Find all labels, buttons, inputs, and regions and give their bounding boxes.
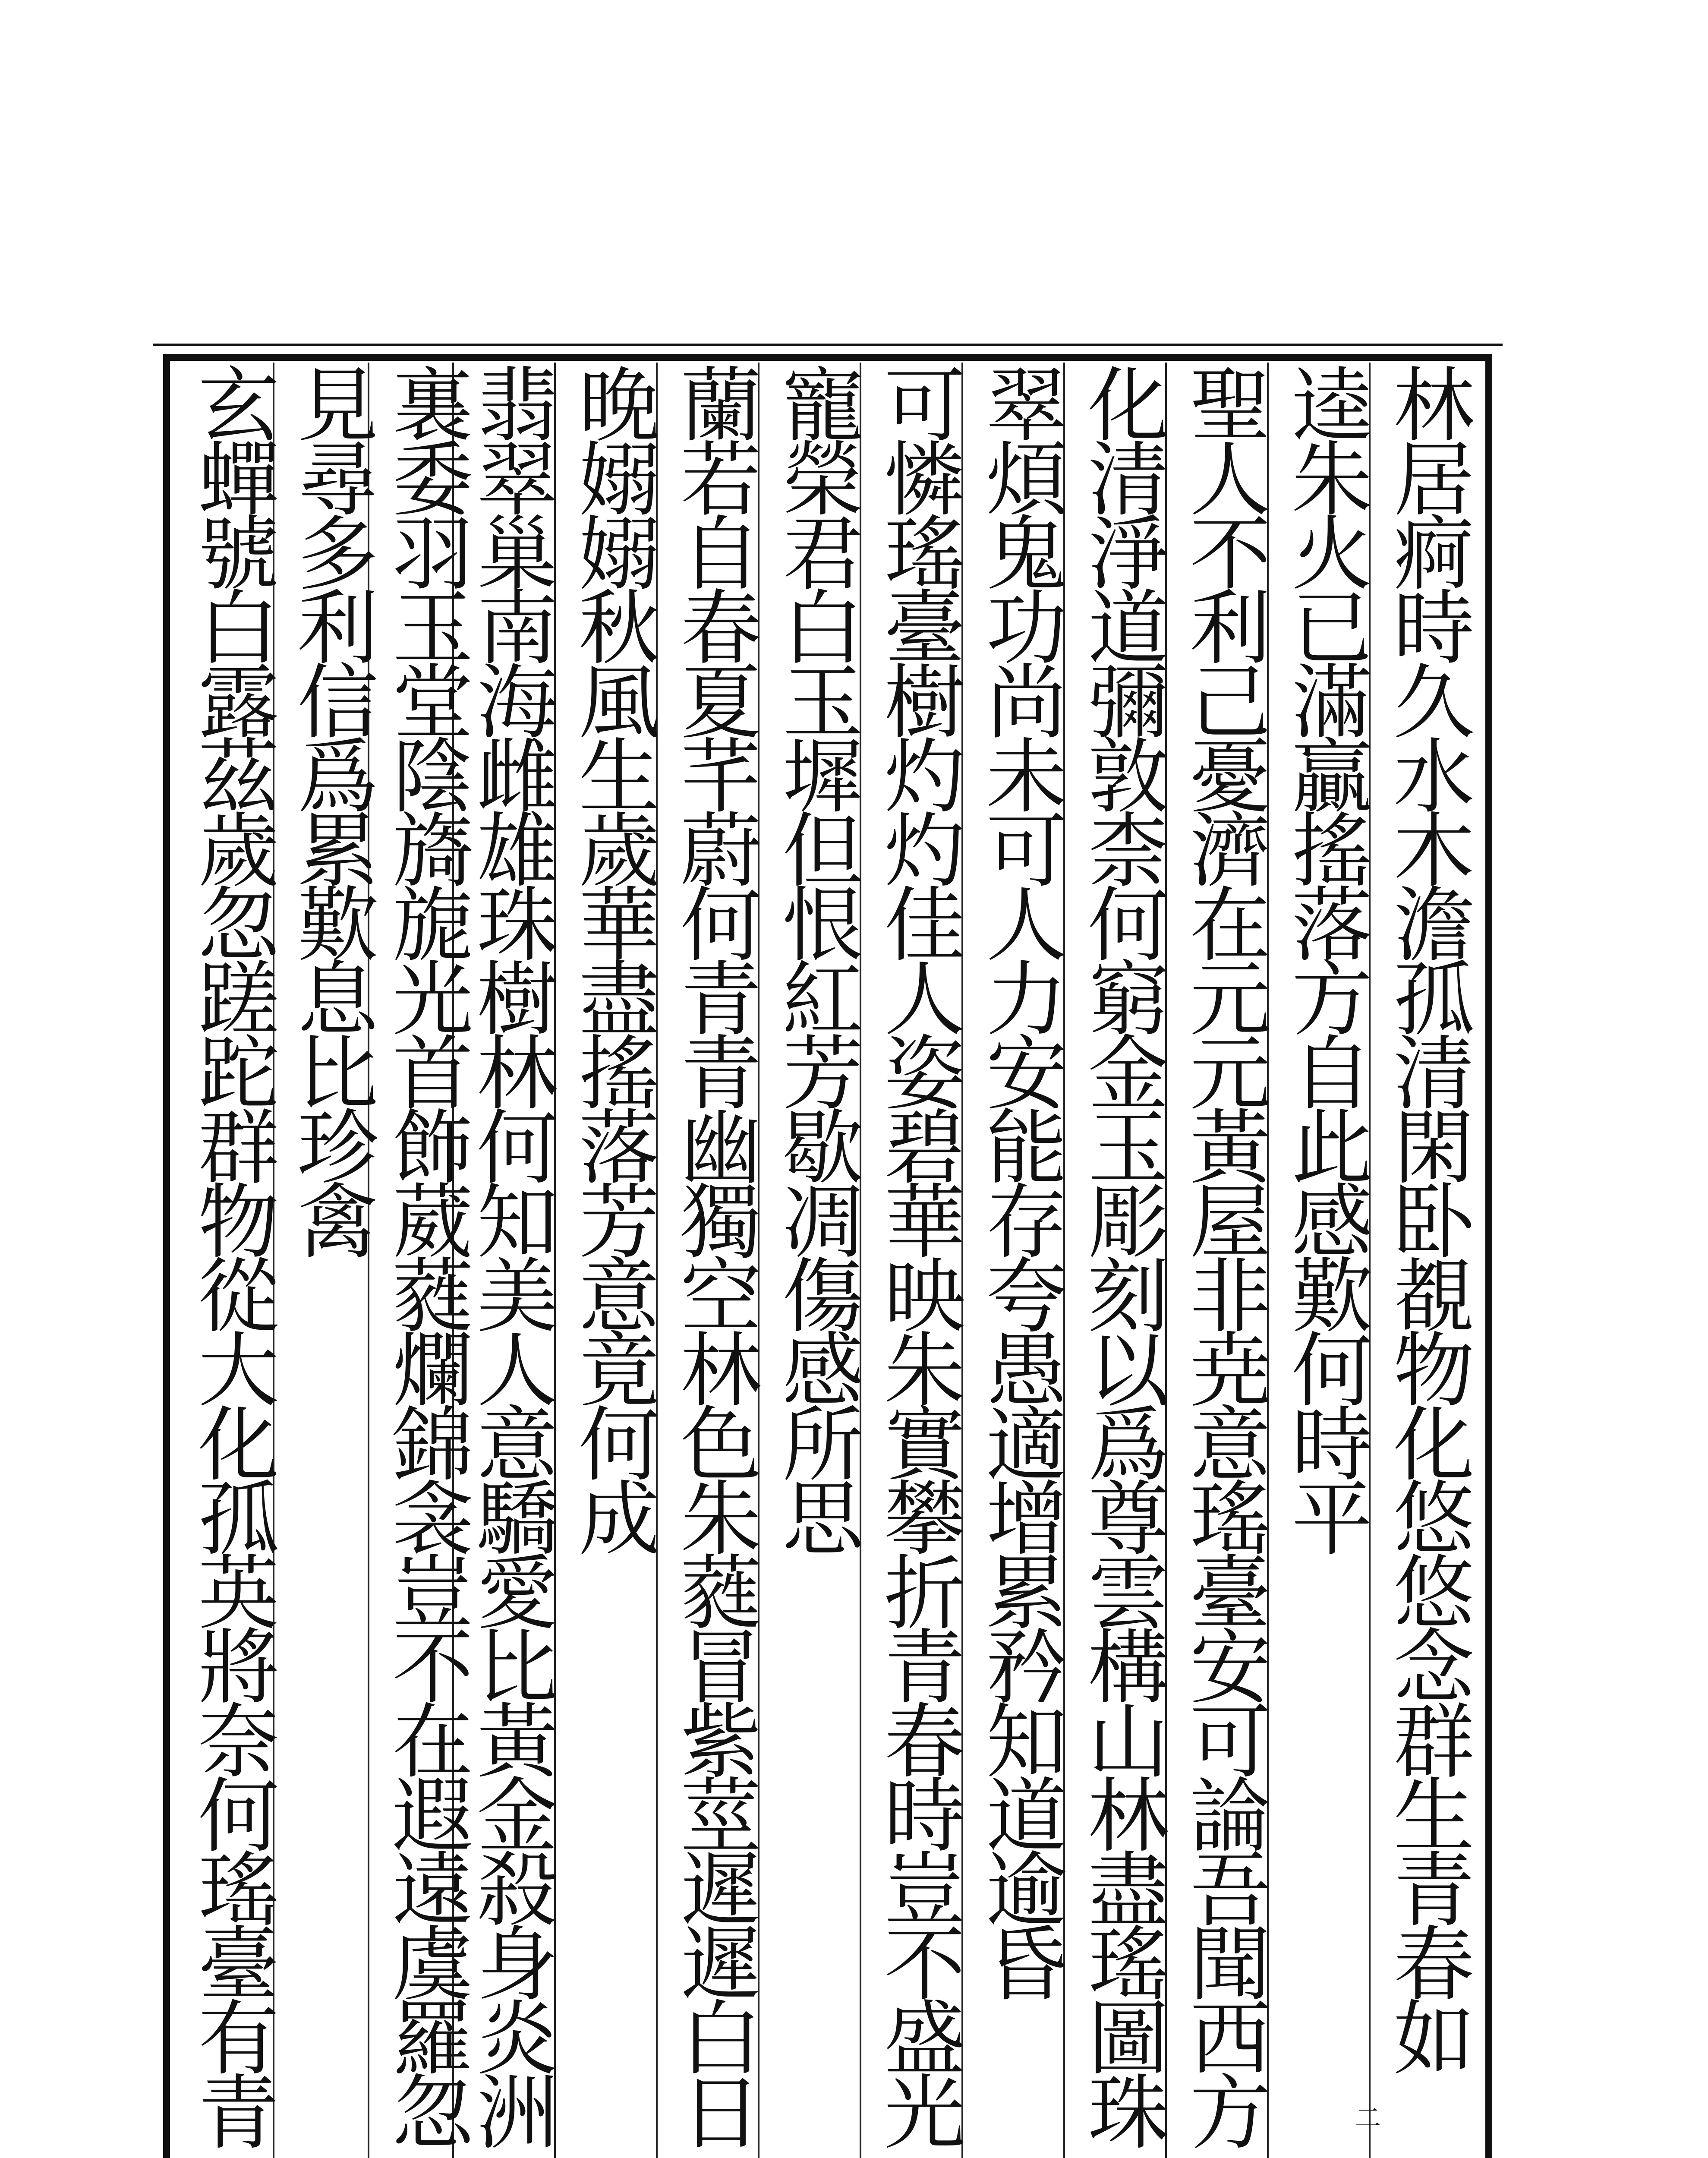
text-column: 裏委羽玉堂陰旖旎光首飾葳蕤爛錦衾豈不在遐遠虞羅忽 [378, 363, 473, 2144]
text-column: 見尋多利信爲累歎息比珍禽 [284, 363, 378, 1253]
text-column: 聖人不利己憂濟在元元黃屋非尭意瑤臺安可論吾聞西方 [1176, 363, 1270, 2144]
text-column: 翡翠巢南海雌雄珠樹林何知美人意驕愛比黃金殺身炎洲 [463, 363, 558, 2144]
text-column: 逵朱火已滿贏搖落方自此感歎何時平 [1278, 363, 1372, 1550]
margin-mark: 二 [1355, 2103, 1381, 2133]
text-column: 玄蟬號白露茲歲忽蹉跎群物從大化孤英將奈何瑤臺有青 [184, 363, 279, 2144]
text-column: 化清淨道彌敦柰何窮金玉彫刻以爲尊雲構山林盡瑤圖珠 [1074, 363, 1169, 2144]
text-column: 林居痾時久水木澹孤清閑卧覩物化悠悠念群生青春如 [1380, 363, 1474, 2070]
text-column: 寵榮君白玉墀但恨紅芳歇凋傷感所思 [769, 363, 863, 1550]
text-column: 翠煩鬼功尚未可人力安能存夸愚適增累矜知道逾昏 [972, 363, 1067, 1996]
text-column: 蘭若自春夏芊蔚何青青幽獨空林色朱蕤冒紫莖遲遲白日 [667, 363, 761, 2144]
text-column: 晚嫋嫋秋風生歲華盡搖落芳意竟何成 [565, 363, 659, 1550]
text-column: 可憐瑤臺樹灼灼佳人姿碧華映朱實攀折青春時豈不盛光 [870, 363, 965, 2144]
